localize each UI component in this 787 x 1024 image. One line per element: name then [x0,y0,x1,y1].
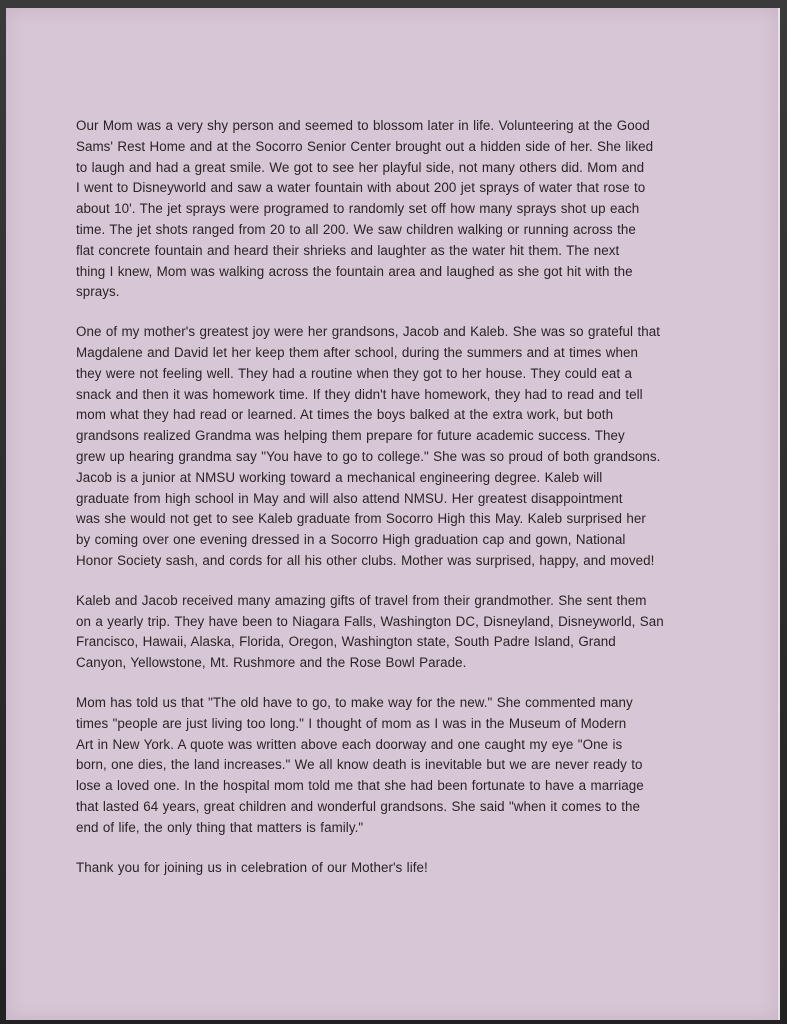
text-line: times "people are just living too long." I thought of mom as I was in the Museum of Modern [76,715,627,731]
text-line: that lasted 64 years, great children and wonderful grandsons. She said "when it comes to the [76,798,640,814]
text-line: mom what they had read or learned. At times the boys balked at the extra work, but both [76,407,614,423]
text-line: grew up hearing grandma say "You have to go to college." She was so proud of both grandsons. [76,448,661,464]
text-line: end of life, the only thing that matters is family." [76,819,364,835]
paragraph-disneyworld-fountain [76,116,716,303]
text-line: Thank you for joining us in celebration of our Mother's life! [76,859,428,875]
paragraph-travel-gifts [76,591,716,674]
text-line: Our Mom was a very shy person and seemed to blossom later in life. Volunteering at the Good [76,118,650,133]
text-line: Sams' Rest Home and at the Socorro Senior Center brought out a hidden side of her. She liked [76,138,654,154]
text-line: sprays. [76,284,120,300]
text-line: I went to Disneyworld and saw a water fountain with about 200 jet sprays of water that rose to [76,180,646,196]
text-line: One of my mother's greatest joy were her grandsons, Jacob and Kaleb. She was so grateful that [76,324,660,340]
text-line: about 10'. The jet sprays were programed to randomly set off how many sprays shot up each [76,201,640,217]
text-line: Mom has told us that "The old have to go, to make way for the new." She commented many [76,694,633,710]
text-line: flat concrete fountain and heard their shrieks and laughter as the water hit them. The next [76,242,620,258]
text-line: on a yearly trip. They have been to Niagara Falls, Washington DC, Disneyland, Disneyworld, San [76,613,664,629]
text-line: lose a loved one. In the hospital mom told me that she had been fortunate to have a marriage [76,778,644,794]
paragraph-reflections [76,693,716,839]
text-line: graduate from high school in May and will also attend NMSU. Her greatest disappointment [76,490,623,506]
text-line: Magdalene and David let her keep them after school, during the summers and at times when [76,344,638,360]
text-line: they were not feeling well. They had a routine when they got to her house. They could eat a [76,365,633,381]
text-line: to laugh and had a great smile. We got to see her playful side, not many others did. Mom and [76,159,645,175]
text-line: thing I knew, Mom was walking across the fountain area and laughed as she got hit with the [76,263,633,279]
text-line: Jacob is a junior at NMSU working toward a mechanical engineering degree. Kaleb will [76,469,603,485]
text-line: born, one dies, the land increases." We all know death is inevitable but we are never ready to [76,757,643,773]
text-line: Kaleb and Jacob received many amazing gifts of travel from their grandmother. She sent them [76,592,647,608]
text-line: snack and then it was homework time. If they didn't have homework, they had to read and tell [76,386,643,402]
text-line: by coming over one evening dressed in a Socorro High graduation cap and gown, National [76,532,626,548]
text-line: Canyon, Yellowstone, Mt. Rushmore and the Rose Bowl Parade. [76,655,467,671]
text-line: was she would not get to see Kaleb graduate from Socorro High this May. Kaleb surprised her [76,511,646,527]
text-line: Honor Society sash, and cords for all his other clubs. Mother was surprised, happy, and moved! [76,552,655,568]
text-line: Art in New York. A quote was written above each doorway and one caught my eye "One is [76,736,623,752]
letter-page [6,8,780,1020]
paragraph-closing [76,858,716,879]
text-line: time. The jet shots ranged from 20 to all 200. We saw children walking or running across the [76,221,636,237]
letter-body [76,116,716,897]
paragraph-grandsons [76,322,716,572]
text-line: Francisco, Hawaii, Alaska, Florida, Oregon, Washington state, South Padre Island, Grand [76,634,616,650]
text-line: grandsons realized Grandma was helping them prepare for future academic success. They [76,428,625,444]
